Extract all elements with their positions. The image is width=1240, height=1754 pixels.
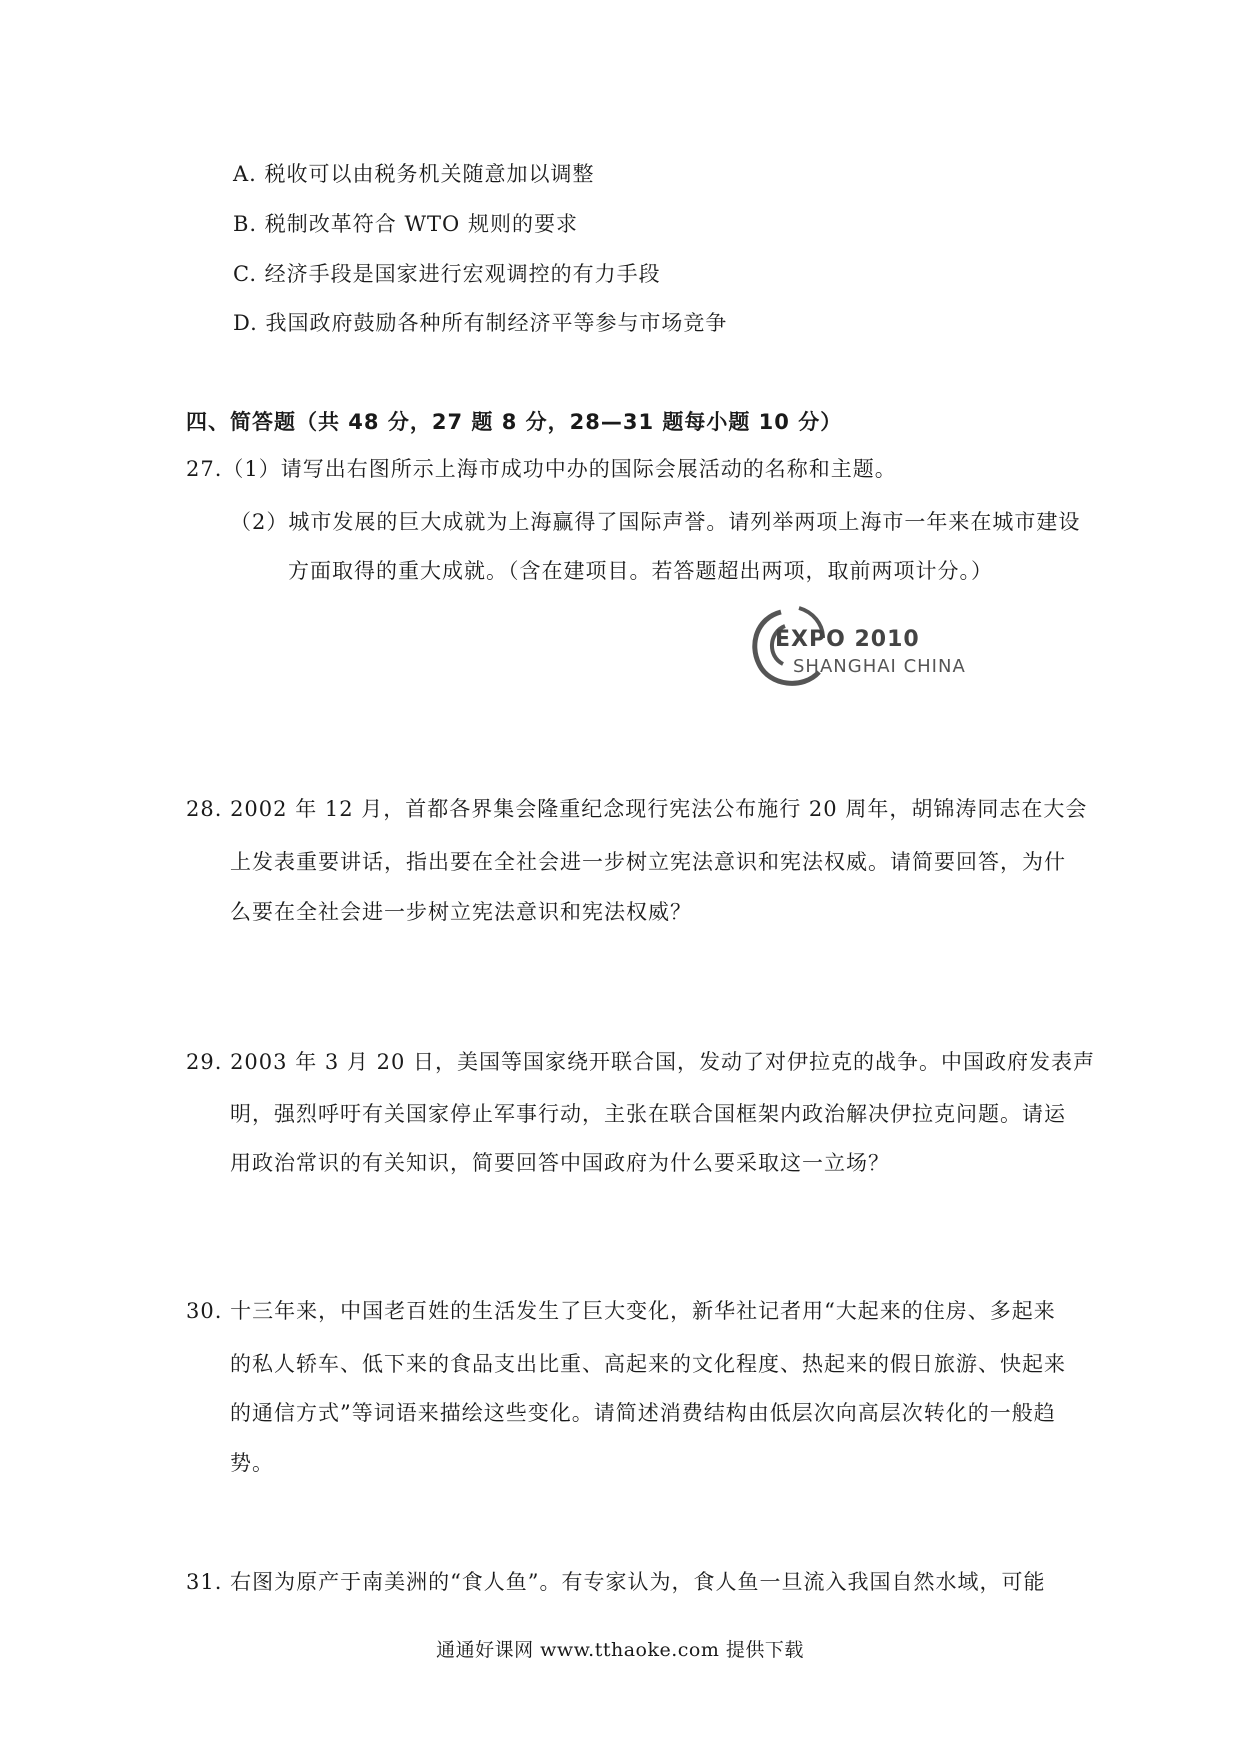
question-30-line-1: 30. 十三年来，中国老百姓的生活发生了巨大变化，新华社记者用“大起来的住房、多起来 (186, 1299, 1056, 1323)
page-footer: 通通好课网 www.tthaoke.com 提供下载 (436, 1639, 804, 1661)
expo-2010-logo (745, 598, 1015, 698)
logo-text-line-1: EXPO 2010 (775, 627, 920, 652)
question-30-line-2: 的私人轿车、低下来的食品支出比重、高起来的文化程度、热起来的假日旅游、快起来 (230, 1352, 1066, 1376)
option-c: C. 经济手段是国家进行宏观调控的有力手段 (233, 262, 661, 286)
question-31-line-1: 31. 右图为原产于南美洲的“食人鱼”。有专家认为，食人鱼一旦流入我国自然水域，可能 (186, 1570, 1046, 1594)
question-27-part-2-line-1: （2）城市发展的巨大成就为上海赢得了国际声誉。请列举两项上海市一年来在城市建设 (230, 510, 1081, 534)
logo-text-line-2: SHANGHAI CHINA (793, 656, 966, 677)
question-29-line-3: 用政治常识的有关知识，简要回答中国政府为什么要采取这一立场？ (230, 1151, 890, 1175)
question-28-line-2: 上发表重要讲话，指出要在全社会进一步树立宪法意识和宪法权威。请简要回答，为什 (230, 850, 1066, 874)
option-b: B. 税制改革符合 WTO 规则的要求 (233, 212, 578, 236)
option-d: D. 我国政府鼓励各种所有制经济平等参与市场竞争 (233, 311, 728, 335)
question-27-part-2-line-2: 方面取得的重大成就。（含在建项目。若答题超出两项，取前两项计分。） (288, 559, 993, 583)
option-a: A. 税收可以由税务机关随意加以调整 (233, 162, 595, 186)
question-28-line-3: 么要在全社会进一步树立宪法意识和宪法权威？ (230, 900, 692, 924)
question-30-line-4: 势。 (230, 1451, 274, 1475)
question-28-line-1: 28. 2002 年 12 月，首都各界集会隆重纪念现行宪法公布施行 20 周年，胡锦涛同志在大会 (186, 797, 1088, 821)
question-29-line-2: 明，强烈呼吁有关国家停止军事行动，主张在联合国框架内政治解决伊拉克问题。请运 (230, 1102, 1066, 1126)
section-heading: 四、简答题（共 48 分，27 题 8 分，28—31 题每小题 10 分） (186, 410, 843, 434)
question-30-line-3: 的通信方式”等词语来描绘这些变化。请简述消费结构由低层次向高层次转化的一般趋 (230, 1401, 1056, 1425)
question-29-line-1: 29. 2003 年 3 月 20 日，美国等国家绕开联合国，发动了对伊拉克的战争。中国政府发表声 (186, 1050, 1095, 1074)
question-27-part-1: 27.（1）请写出右图所示上海市成功中办的国际会展活动的名称和主题。 (186, 457, 897, 481)
